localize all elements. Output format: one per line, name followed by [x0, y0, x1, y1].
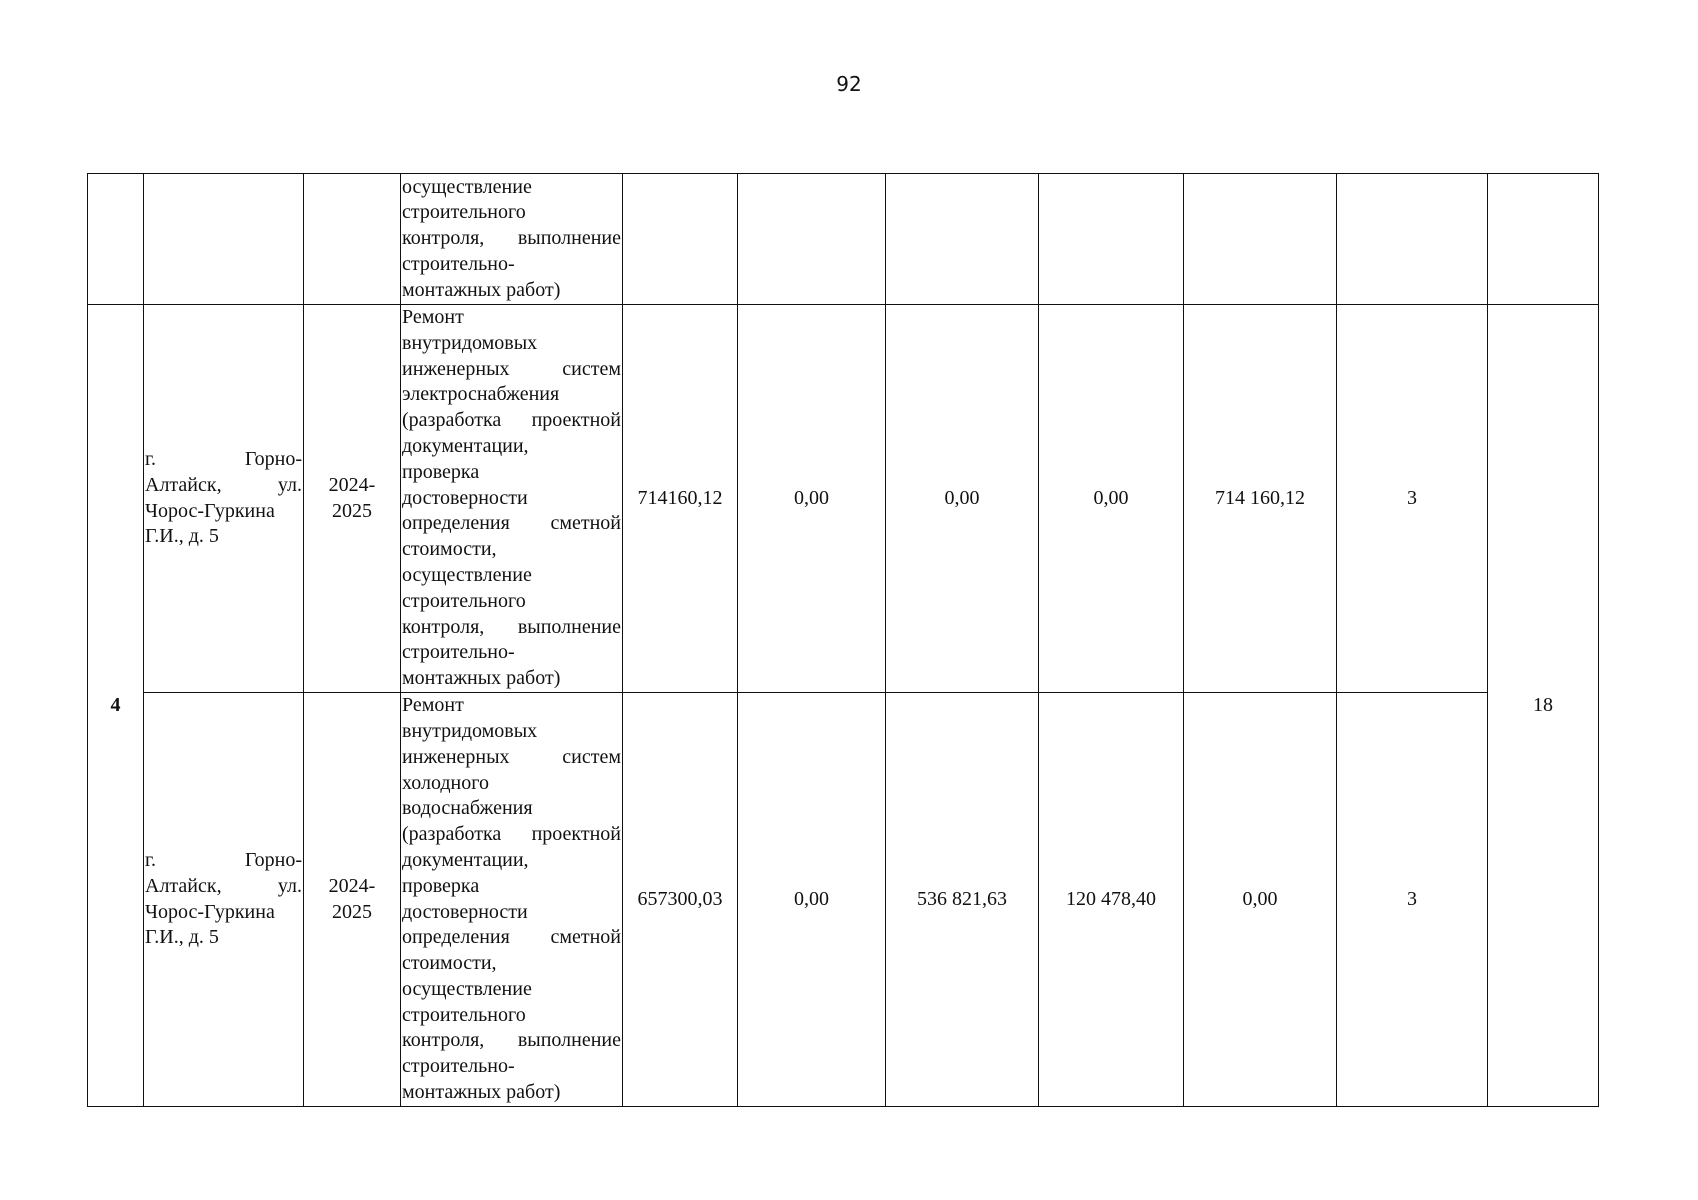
cell-total-cost: 714160,12 — [623, 305, 738, 693]
address-line: Чорос-Гуркина — [145, 900, 275, 923]
cell-val2-empty — [886, 174, 1039, 305]
page-number: 92 — [836, 72, 862, 96]
desc-line: строительного — [402, 201, 526, 224]
address-line: г. Горно- — [145, 447, 302, 470]
desc-line: осуществление — [402, 175, 532, 198]
desc-line: стоимости, — [402, 538, 497, 561]
desc-line: (разработка проектной — [402, 409, 621, 432]
cell-count: 3 — [1337, 693, 1488, 1107]
cell-val4-empty — [1184, 174, 1337, 305]
address-line: Алтайск, ул. — [145, 874, 302, 897]
cell-description — [401, 305, 623, 693]
desc-line: холодного — [402, 771, 489, 794]
desc-line: Ремонт — [402, 306, 464, 329]
group-total: 18 — [1488, 305, 1599, 1107]
desc-line: инженерных систем — [402, 357, 621, 380]
cell-val3: 120 478,40 — [1039, 693, 1184, 1107]
desc-line: строительного — [402, 1003, 526, 1026]
desc-line: проверка — [402, 874, 480, 897]
table-row-continuation — [88, 174, 1599, 305]
cell-address — [144, 305, 304, 693]
cell-period-empty — [304, 174, 401, 305]
address-line: Г.И., д. 5 — [145, 525, 219, 548]
desc-line: внутридомовых — [402, 719, 538, 742]
cell-total-cost-empty — [623, 174, 738, 305]
address-line: г. Горно- — [145, 848, 302, 871]
desc-line: документации, — [402, 435, 529, 457]
desc-line: внутридомовых — [402, 331, 538, 354]
period-line: 2024- — [328, 874, 376, 897]
cell-val2: 536 821,63 — [886, 693, 1039, 1107]
cell-total-cost: 657300,03 — [623, 693, 738, 1107]
desc-line: достоверности — [402, 900, 528, 923]
group-number: 4 — [88, 305, 144, 1107]
desc-line: электроснабжения — [402, 383, 560, 406]
cell-description-continuation — [401, 174, 623, 305]
desc-line: монтажных работ) — [402, 278, 561, 301]
desc-line: контроля, выполнение — [402, 615, 621, 638]
desc-line: инженерных систем — [402, 745, 621, 768]
desc-line: Ремонт — [402, 694, 464, 717]
cell-address — [144, 693, 304, 1107]
desc-line: монтажных работ) — [402, 667, 561, 690]
desc-line: осуществление — [402, 977, 532, 1000]
desc-line: достоверности — [402, 486, 528, 509]
desc-line: контроля, выполнение — [402, 227, 621, 250]
desc-line: определения сметной — [402, 512, 621, 535]
desc-line: строительно- — [402, 641, 515, 664]
address-line: Алтайск, ул. — [145, 473, 302, 496]
works-table — [87, 173, 1599, 1107]
cell-val1: 0,00 — [738, 693, 886, 1107]
cell-val4: 0,00 — [1184, 693, 1337, 1107]
period-line: 2025 — [332, 900, 372, 923]
desc-line: контроля, выполнение — [402, 1029, 621, 1052]
cell-count-empty — [1337, 174, 1488, 305]
desc-line: осуществление — [402, 563, 532, 586]
address-line: Чорос-Гуркина — [145, 499, 275, 522]
cell-description — [401, 693, 623, 1107]
desc-line: строительно- — [402, 252, 515, 275]
desc-line: строительно- — [402, 1055, 515, 1078]
table-row — [88, 693, 1599, 1107]
desc-line: проверка — [402, 460, 480, 483]
cell-val1-empty — [738, 174, 886, 305]
desc-line: монтажных работ) — [402, 1081, 561, 1104]
cell-val1: 0,00 — [738, 305, 886, 693]
desc-line: водоснабжения — [402, 797, 533, 820]
cell-val4: 714 160,12 — [1184, 305, 1337, 693]
cell-group-total-empty — [1488, 174, 1599, 305]
cell-val3-empty — [1039, 174, 1184, 305]
cell-period — [304, 305, 401, 693]
cell-number-empty — [88, 174, 144, 305]
period-line: 2025 — [332, 499, 372, 522]
desc-line: определения сметной — [402, 926, 621, 949]
cell-address-empty — [144, 174, 304, 305]
cell-val3: 0,00 — [1039, 305, 1184, 693]
cell-val2: 0,00 — [886, 305, 1039, 693]
desc-line: строительного — [402, 589, 526, 612]
address-line: Г.И., д. 5 — [145, 926, 219, 949]
cell-period — [304, 693, 401, 1107]
period-line: 2024- — [328, 473, 376, 496]
desc-line: документации, — [402, 848, 529, 871]
cell-count: 3 — [1337, 305, 1488, 693]
desc-line: (разработка проектной — [402, 823, 621, 846]
table-row — [88, 305, 1599, 693]
desc-line: стоимости, — [402, 952, 497, 975]
